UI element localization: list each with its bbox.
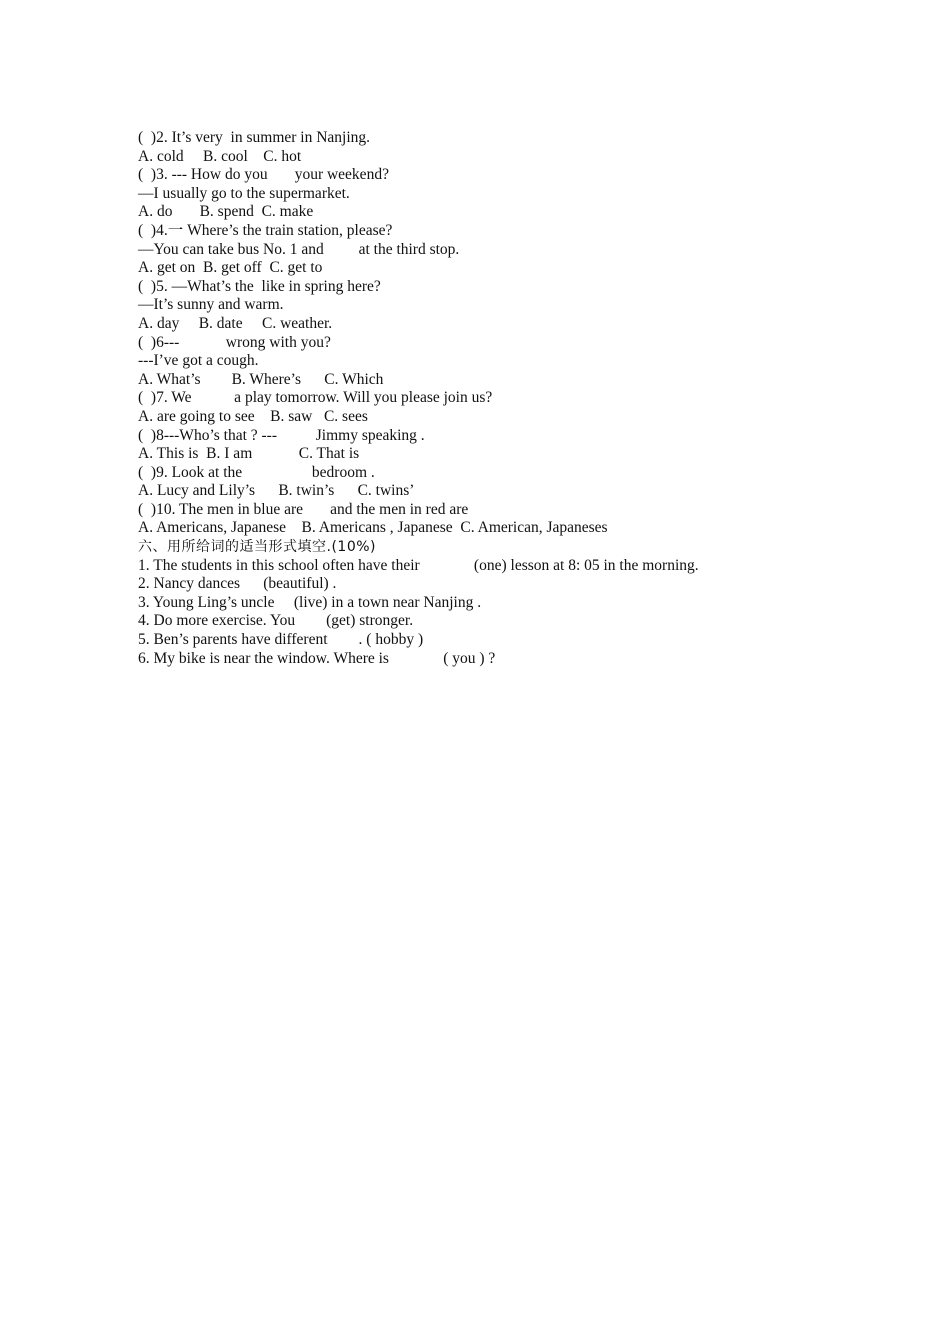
question-7-options: A. are going to see B. saw C. sees: [138, 407, 368, 425]
question-8-options: A. This is B. I am C. That is: [138, 445, 360, 463]
question-4-options: A. get on B. get off C. get to: [138, 259, 323, 277]
question-6-reply: ---I’ve got a cough.: [138, 352, 259, 370]
question-7: ( )7. We a play tomorrow. Will you please join us?: [138, 389, 493, 407]
question-10: ( )10. The men in blue are and the men in red are: [138, 500, 469, 518]
question-3: ( )3. --- How do you your weekend?: [138, 166, 389, 184]
question-6: ( )6--- wrong with you?: [138, 333, 331, 351]
exercise-text: [138, 129, 928, 668]
question-2: ( )2. It’s very in summer in Nanjing.: [138, 129, 371, 146]
question-2-options: A. cold B. cool C. hot: [138, 147, 302, 165]
fill-item-4: 4. Do more exercise. You (get) stronger.: [138, 612, 414, 630]
fill-item-2: 2. Nancy dances (beautiful) .: [138, 575, 337, 593]
question-3-reply: —I usually go to the supermarket.: [138, 184, 350, 202]
fill-item-1: 1. The students in this school often have their (one) lesson at 8: 05 in the morning.: [138, 556, 699, 574]
question-4: ( )4.一 Where’s the train station, please?: [138, 221, 393, 239]
question-3-options: A. do B. spend C. make: [138, 203, 314, 221]
fill-item-5: 5. Ben’s parents have different . ( hobby ): [138, 631, 424, 649]
question-5: ( )5. —What’s the like in spring here?: [138, 277, 381, 295]
question-5-reply: —It’s sunny and warm.: [138, 296, 284, 314]
fill-item-6: 6. My bike is near the window. Where is ( you ) ?: [138, 649, 496, 667]
question-9-options: A. Lucy and Lily’s B. twin’s C. twins’: [138, 482, 415, 500]
section-six-heading: 六、用所给词的适当形式填空.(10%): [138, 539, 376, 556]
question-9: ( )9. Look at the bedroom .: [138, 463, 375, 481]
question-10-options: A. Americans, Japanese B. Americans , Japanese C. American, Japaneses: [138, 519, 608, 537]
question-5-options: A. day B. date C. weather.: [138, 314, 333, 332]
fill-item-3: 3. Young Ling’s uncle (live) in a town near Nanjing .: [138, 593, 482, 611]
question-8: ( )8---Who’s that ? --- Jimmy speaking .: [138, 426, 425, 444]
question-6-options: A. What’s B. Where’s C. Which: [138, 370, 384, 388]
question-4-reply: —You can take bus No. 1 and at the third stop.: [138, 240, 460, 258]
